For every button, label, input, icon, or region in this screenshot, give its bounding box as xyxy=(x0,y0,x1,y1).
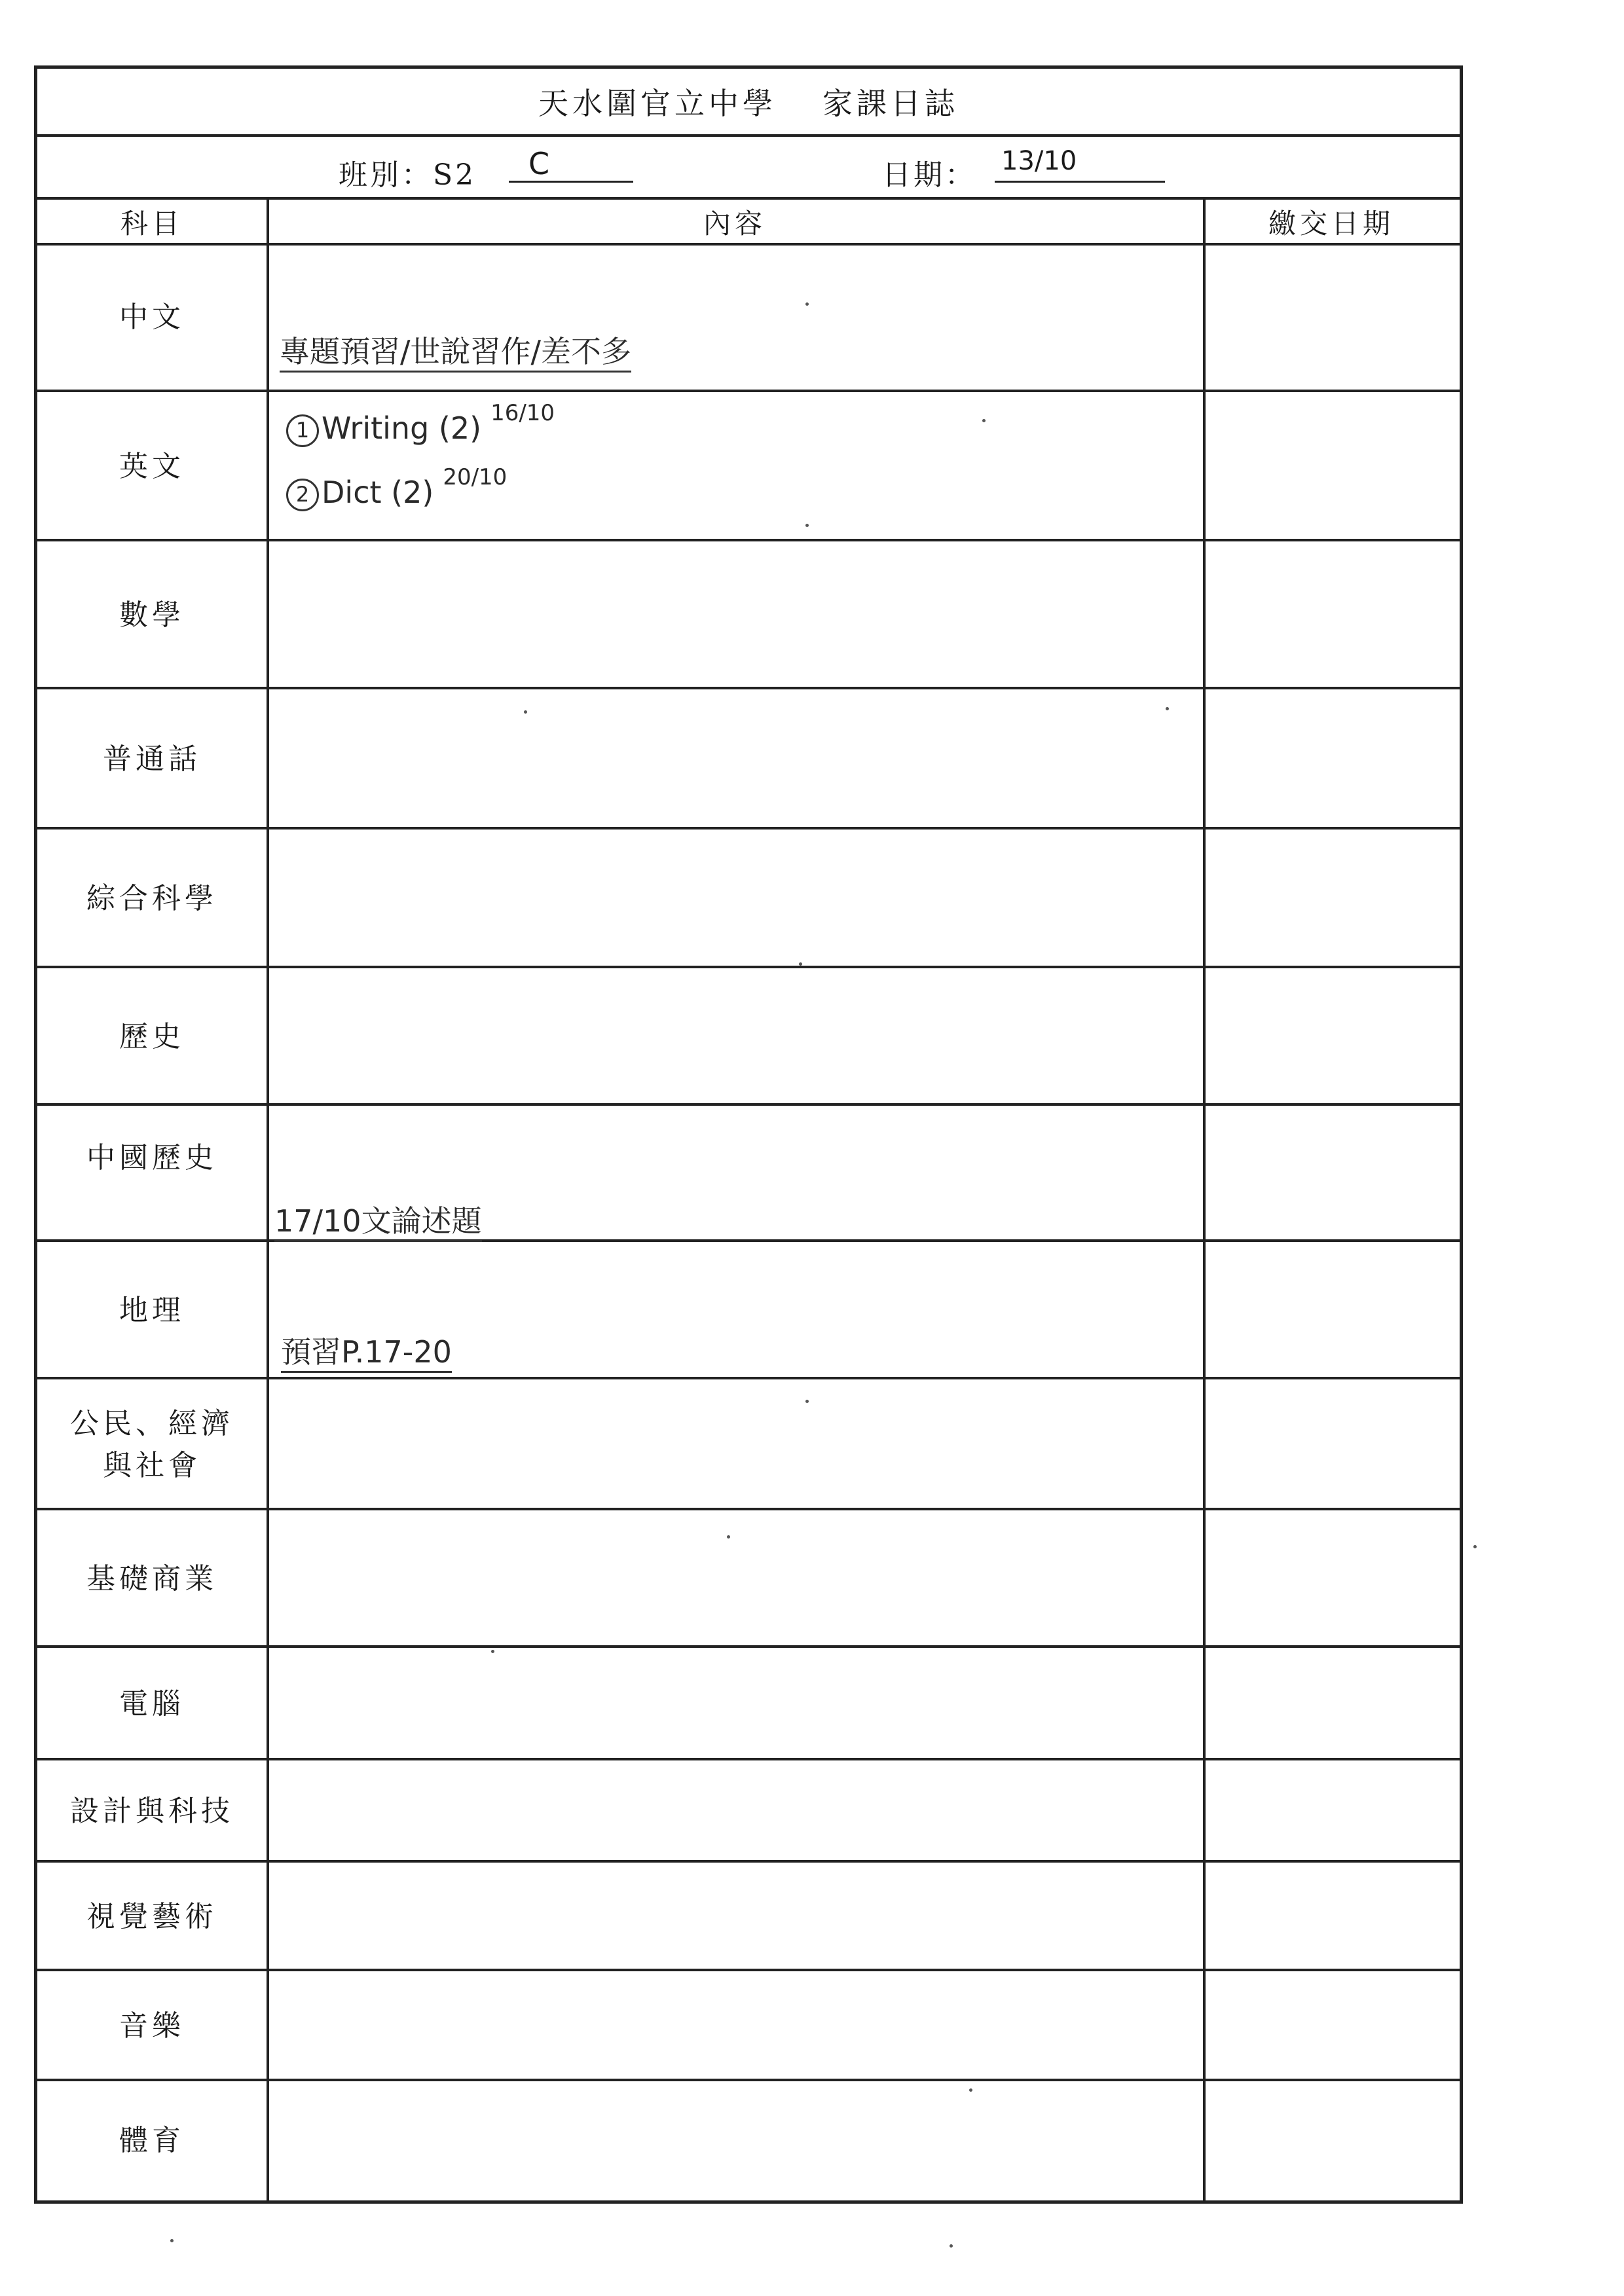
column-header-subject: 科目 xyxy=(120,208,183,240)
subject-name: 視覺藝術 xyxy=(86,1900,217,1933)
subject-row xyxy=(37,1971,1460,2081)
subject-row xyxy=(37,1379,1460,1510)
subject-row xyxy=(37,1242,1460,1379)
scan-speck xyxy=(170,2239,174,2242)
subject-name-line2: 與社會 xyxy=(103,1449,201,1482)
class-label: 班別：S2 xyxy=(339,158,477,192)
column-header-row xyxy=(37,197,1460,246)
entry-english-2-text: Dict (2) xyxy=(322,475,434,510)
form-title xyxy=(37,69,1460,137)
column-header-content: 內容 xyxy=(703,208,766,240)
entry-chinese-history-text: 17/10文論述題 xyxy=(274,1203,482,1242)
subject-name: 數學 xyxy=(119,598,185,632)
scan-speck xyxy=(805,1400,809,1403)
date-value: 13/10 xyxy=(995,146,1165,183)
subject-name: 電腦 xyxy=(119,1687,185,1721)
subject-row xyxy=(37,1648,1460,1760)
school-name: 天水圍官立中學 xyxy=(538,86,777,121)
subject-name: 地理 xyxy=(119,1294,185,1327)
entry-english-2-number: 2 xyxy=(286,479,319,511)
entry-chinese xyxy=(280,328,631,371)
scan-speck xyxy=(969,2088,972,2092)
scan-speck xyxy=(805,524,809,527)
subject-name: 綜合科學 xyxy=(86,882,217,915)
subject-name-civics xyxy=(37,1379,267,1510)
subject-row xyxy=(37,829,1460,968)
subject-name: 體育 xyxy=(119,2124,185,2157)
scan-speck xyxy=(1166,707,1169,710)
entry-english-1-number: 1 xyxy=(286,414,319,447)
scan-speck xyxy=(524,710,527,714)
entry-chinese-history xyxy=(274,1197,482,1241)
subject-row xyxy=(37,1510,1460,1648)
entry-english-1 xyxy=(286,400,555,447)
entry-english-2 xyxy=(286,464,507,511)
subject-row xyxy=(37,2081,1460,2200)
entry-chinese-text: 專題預習/世說習作/差不多 xyxy=(280,334,631,373)
subject-row xyxy=(37,1760,1460,1863)
subject-name: 中文 xyxy=(119,301,185,334)
scan-speck xyxy=(491,1650,494,1653)
scan-speck xyxy=(1473,1545,1477,1548)
subject-name: 英文 xyxy=(119,450,185,483)
scan-speck xyxy=(950,2244,953,2248)
subject-name: 設計與科技 xyxy=(70,1795,234,1828)
scan-speck xyxy=(982,419,986,422)
scan-speck xyxy=(799,962,802,966)
subject-name: 普通話 xyxy=(103,742,201,776)
date-label: 日期： xyxy=(882,158,976,192)
scan-speck xyxy=(727,1535,730,1539)
entry-english-2-due: 20/10 xyxy=(443,464,507,490)
subject-row xyxy=(37,689,1460,829)
subject-row xyxy=(37,243,1460,392)
entry-english-1-due: 16/10 xyxy=(490,400,555,426)
class-value: C xyxy=(509,146,633,183)
subject-row xyxy=(37,541,1460,689)
subject-name-line1: 公民、經濟 xyxy=(70,1407,234,1440)
column-header-due-date: 繳交日期 xyxy=(1268,208,1394,240)
entry-english-1-text: Writing (2) xyxy=(322,410,482,446)
subject-row xyxy=(37,968,1460,1106)
subject-name: 音樂 xyxy=(119,2009,185,2043)
document-title: 家課日誌 xyxy=(822,86,959,121)
subject-row xyxy=(37,392,1460,541)
entry-geography xyxy=(281,1328,452,1372)
info-row xyxy=(37,134,1460,200)
subject-row xyxy=(37,1863,1460,1971)
subject-row xyxy=(37,1106,1460,1242)
subject-name: 中國歷史 xyxy=(86,1141,217,1175)
entry-geography-text: 預習P.17-20 xyxy=(281,1334,452,1373)
scan-speck xyxy=(805,302,809,306)
subject-name: 基礎商業 xyxy=(86,1562,217,1595)
subject-name: 歷史 xyxy=(119,1020,185,1053)
homework-diary-form xyxy=(34,65,1463,2204)
